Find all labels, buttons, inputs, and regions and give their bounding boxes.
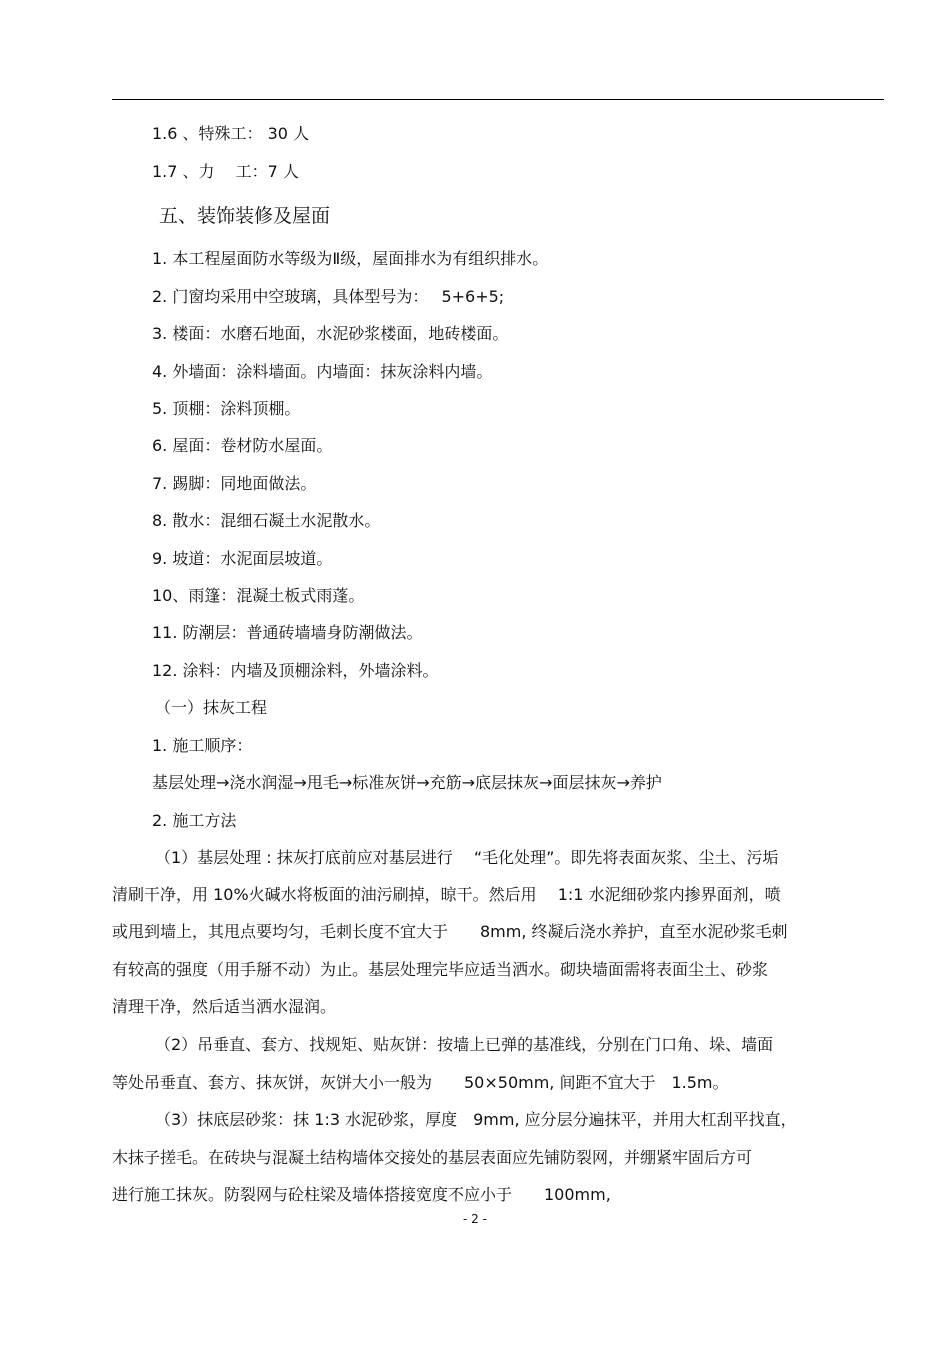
- text-line: 6. 屋面：卷材防水屋面。: [152, 436, 333, 455]
- text-line: 2. 施工方法: [152, 811, 237, 830]
- text-line: 清理干净，然后适当洒水湿润。: [112, 997, 337, 1016]
- text-line: 10、雨篷：混凝土板式雨蓬。: [152, 586, 365, 605]
- text-line: 1. 本工程屋面防水等级为Ⅱ级，屋面排水为有组织排水。: [152, 249, 549, 268]
- text-line: 2. 门窗均采用中空玻璃，具体型号为： 5+6+5;: [152, 287, 505, 306]
- text-line: 有较高的强度（用手掰不动）为止。基层处理完毕应适当洒水。砌块墙面需将表面尘土、砂浆: [112, 960, 769, 979]
- text-line: 木抹子搓毛。在砖块与混凝土结构墙体交接处的基层表面应先铺防裂网，并绷紧牢固后方可: [112, 1148, 753, 1167]
- text-line: 7. 踢脚：同地面做法。: [152, 474, 317, 493]
- text-line: 8. 散水：混细石凝土水泥散水。: [152, 511, 381, 530]
- subsection-heading: （一）抹灰工程: [155, 698, 268, 717]
- text-line: （3）抹底层砂浆：抹 1:3 水泥砂浆，厚度 9mm, 应分层分遍抹平，并用大杠刮平找直，: [155, 1110, 797, 1129]
- text-line: 进行施工抹灰。防裂网与砼柱梁及墙体搭接宽度不应小于 100mm,: [112, 1185, 611, 1204]
- page-number: - 2 -: [463, 1212, 487, 1226]
- text-line: 基层处理→浇水润湿→甩毛→标准灰饼→充筋→底层抹灰→面层抹灰→养护: [152, 773, 662, 792]
- text-line: 清刷干净，用 10%火碱水将板面的油污刷掉，晾干。然后用 1:1 水泥细砂浆内掺界面剂，喷: [112, 885, 781, 904]
- text-line: （2）吊垂直、套方、找规矩、贴灰饼：按墙上已弹的基准线，分别在门口角、垛、墙面: [155, 1035, 774, 1054]
- text-line: 5. 顶棚：涂料顶棚。: [152, 399, 301, 418]
- text-line: 11. 防潮层：普通砖墙墙身防潮做法。: [152, 623, 423, 642]
- text-line: 1.7 、力 工：7 人: [152, 162, 299, 181]
- header-rule: [112, 99, 884, 100]
- text-line: 等处吊垂直、套方、抹灰饼，灰饼大小一般为 50×50mm, 间距不宜大于 1.5m。: [112, 1073, 729, 1092]
- text-line: 3. 楼面：水磨石地面，水泥砂浆楼面，地砖楼面。: [152, 324, 509, 343]
- text-line: 4. 外墙面：涂料墙面。内墙面：抹灰涂料内墙。: [152, 362, 493, 381]
- text-line: 或甩到墙上，其甩点要均匀，毛刺长度不宜大于 8mm, 终凝后浇水养护，直至水泥砂浆毛刺: [112, 922, 788, 941]
- section-heading: 五、装饰装修及屋面: [159, 205, 331, 227]
- text-line: 1. 施工顺序：: [152, 736, 253, 755]
- text-line: 12. 涂料：内墙及顶棚涂料，外墙涂料。: [152, 661, 439, 680]
- text-line: 1.6 、特殊工： 30 人: [152, 124, 310, 143]
- text-line: （1）基层处理 : 抹灰打底前应对基层进行 “毛化处理”。即先将表面灰浆、尘土、污垢: [155, 848, 779, 867]
- text-line: 9. 坡道：水泥面层坡道。: [152, 549, 333, 568]
